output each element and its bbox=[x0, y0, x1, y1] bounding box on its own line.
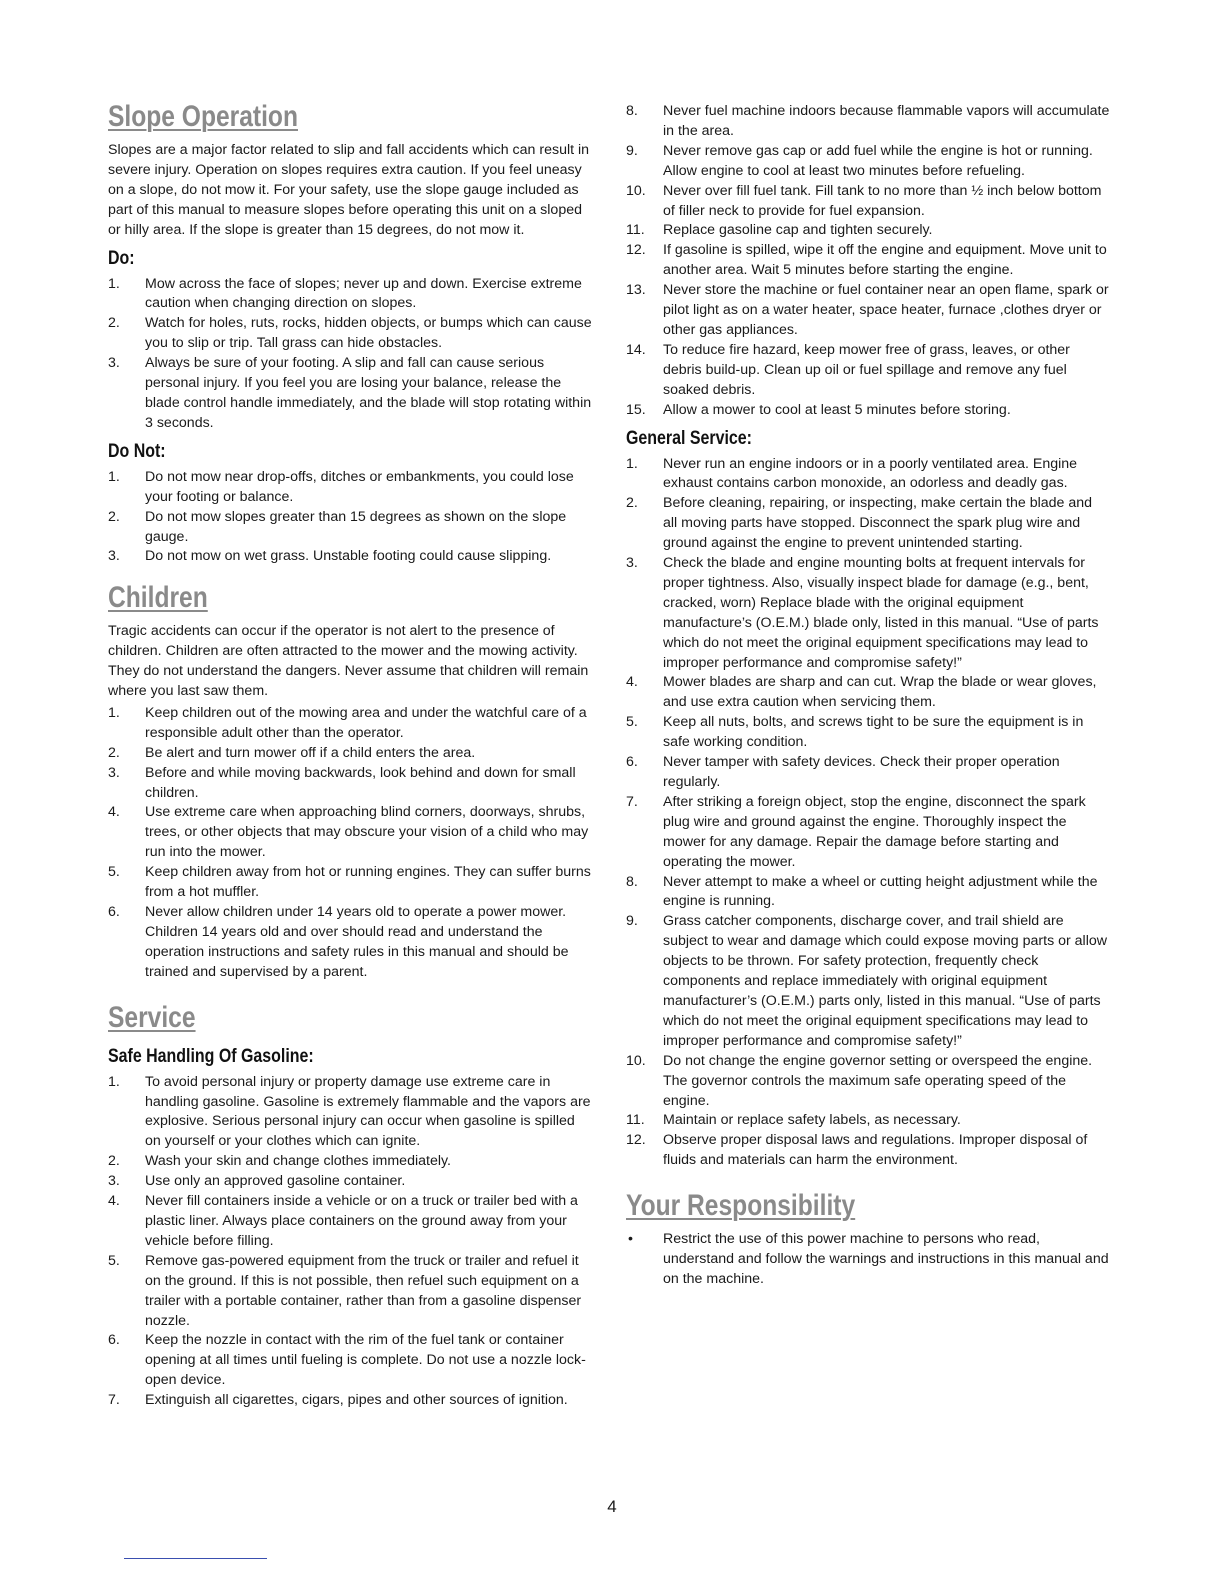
safe-handling-gasoline-heading: Safe Handling Of Gasoline: bbox=[108, 1045, 314, 1067]
list-item: 6. Keep the nozzle in contact with the rim of the fuel tank or container opening at all times until fueling is complete. Do not use a nozzle lock-open device. bbox=[108, 1332, 586, 1389]
list-item: 4. Mower blades are sharp and can cut. Wrap the blade or wear gloves, and use extra caution when servicing them. bbox=[626, 674, 1097, 711]
slope-operation-heading: Slope Operation bbox=[108, 100, 298, 133]
left-column bbox=[108, 96, 592, 1411]
list-item: • Restrict the use of this power machine to persons who read, understand and follow the warnings and instructions in this manual and on the machine. bbox=[628, 1231, 1109, 1287]
list-item: 8. Never attempt to make a wheel or cutting height adjustment while the engine is running. bbox=[626, 873, 1098, 910]
list-item: 9. Grass catcher components, discharge cover, and trail shield are subject to wear and damage which could expose moving parts or allow objects to be thrown. For safety protection, frequently check components and replace immediately with original equipment manufacturer’s (O.E.M.) parts only, listed in this manual. “Use of parts which do not meet the original equipment specifications may lead to improper performance and compromise safety!” bbox=[626, 913, 1107, 1049]
list-item: 11. Maintain or replace safety labels, as necessary. bbox=[626, 1112, 961, 1129]
gasoline-list-part-2 bbox=[626, 102, 1110, 421]
list-item: 8. Never fuel machine indoors because flammable vapors will accumulate in the area. bbox=[626, 103, 1110, 139]
list-item: 14. To reduce fire hazard, keep mower free of grass, leaves, or other debris build-up. Clean up oil or fuel spillage and remove any fuel soaked debris. bbox=[626, 341, 1070, 398]
right-column bbox=[626, 102, 1110, 1290]
do-not-list bbox=[108, 468, 592, 568]
list-item: 3. Before and while moving backwards, look behind and down for small children. bbox=[108, 764, 576, 801]
list-item: 1. Do not mow near drop-offs, ditches or embankments, you could lose your footing or balance. bbox=[108, 468, 574, 505]
responsibility-list bbox=[626, 1230, 1110, 1290]
list-item: 4. Never fill containers inside a vehicle or on a truck or trailer bed with a plastic liner. Always place containers on the ground away from your vehicle before filling. bbox=[108, 1193, 578, 1249]
list-item: 3. Check the blade and engine mounting bolts at frequent intervals for proper tightness. Also, visually inspect blade for damage (e.g., bent, cracked, worn) Replace blade with the original equipment manufacture’s (O.E.M.) blade only, listed in this manual. “Use of parts which do not meet the original equipment specifications may lead to improper performance and compromise safety!” bbox=[626, 555, 1099, 671]
list-item: 11. Replace gasoline cap and tighten securely. bbox=[626, 222, 933, 239]
slope-intro: Slopes are a major factor related to slip and fall accidents which can result in severe injury. Operation on slopes requires extra caution. If you feel uneasy on a slope, do not mow it. For your safety, use the slope gauge included as part of this manual to measure slopes before operating this unit on a sloped or hilly area. If the slope is greater than 15 degrees, do not mow it. bbox=[108, 142, 590, 238]
general-service-heading: General Service: bbox=[626, 427, 752, 449]
list-item: 1. Keep children out of the mowing area and under the watchful care of a responsible adult other than the operator. bbox=[108, 704, 587, 741]
list-item: 2. Do not mow slopes greater than 15 degrees as shown on the slope gauge. bbox=[108, 508, 567, 545]
list-item: 3. Use only an approved gasoline container. bbox=[108, 1173, 406, 1190]
list-item: 5. Keep children away from hot or running engines. They can suffer burns from a hot muffler. bbox=[108, 864, 591, 901]
list-item: 1. To avoid personal injury or property damage use extreme care in handling gasoline. Gasoline is extremely flammable and the vapors are explosive. Serious personal injury can occur when gasoline is spilled on yourself or your clothes which can ignite. bbox=[108, 1073, 591, 1150]
page-number: 4 bbox=[607, 1497, 617, 1516]
list-item: 3. Always be sure of your footing. A slip and fall can cause serious personal injury. If you feel you are losing your balance, release the blade control handle immediately, and the blade will stop rotating within 3 seconds. bbox=[108, 355, 592, 431]
do-list bbox=[108, 275, 592, 434]
your-responsibility-heading: Your Responsibility bbox=[626, 1189, 856, 1223]
list-item: 2. Watch for holes, ruts, rocks, hidden objects, or bumps which can cause you to slip or trip. Tall grass can hide obstacles. bbox=[108, 315, 592, 352]
list-item: 12. If gasoline is spilled, wipe it off the engine and equipment. Move unit to another area. Wait 5 minutes before starting the engine. bbox=[626, 242, 1107, 279]
service-heading: Service bbox=[108, 1000, 196, 1034]
list-item: 7. After striking a foreign object, stop the engine, disconnect the spark plug wire and ground against the engine. Thoroughly inspect the mower for any damage. Repair the damage before starting and operating the mower. bbox=[626, 793, 1086, 870]
list-item: 2. Before cleaning, repairing, or inspecting, make certain the blade and all moving parts have stopped. Disconnect the spark plug wire and ground against the engine to prevent unintended starting. bbox=[626, 495, 1093, 552]
children-intro: Tragic accidents can occur if the operator is not alert to the presence of children. Children are often attracted to the mower and the mowing activity. They do not understand the dangers. Never assume that children will remain where you last saw them. bbox=[108, 623, 589, 700]
do-not-heading: Do Not: bbox=[108, 440, 166, 462]
list-item: 13. Never store the machine or fuel container near an open flame, spark or pilot light as on a water heater, space heater, furnace ,clothes dryer or other gas appliances. bbox=[626, 282, 1109, 338]
gasoline-list-part-1 bbox=[108, 1073, 592, 1411]
list-item: 1. Mow across the face of slopes; never up and down. Exercise extreme caution when changing direction on slopes. bbox=[108, 275, 582, 312]
list-item: 4. Use extreme care when approaching blind corners, doorways, shrubs, trees, or other objects that may obscure your vision of a child who may run into the mower. bbox=[108, 804, 589, 861]
children-heading: Children bbox=[108, 581, 208, 615]
list-item: 6. Never tamper with safety devices. Check their proper operation regularly. bbox=[626, 754, 1060, 790]
list-item: 3. Do not mow on wet grass. Unstable footing could cause slipping. bbox=[108, 548, 552, 565]
list-item: 5. Remove gas-powered equipment from the truck or trailer and refuel it on the ground. If this is not possible, then refuel such equipment on a trailer with a portable container, rather than from a gasoline dispenser nozzle. bbox=[108, 1252, 582, 1329]
list-item: 12. Observe proper disposal laws and regulations. Improper disposal of fluids and materials can harm the environment. bbox=[626, 1132, 1088, 1169]
footer-rule bbox=[124, 1558, 267, 1559]
list-item: 5. Keep all nuts, bolts, and screws tight to be sure the equipment is in safe working condition. bbox=[626, 714, 1084, 751]
list-item: 10. Never over fill fuel tank. Fill tank to no more than ½ inch below bottom of filler neck to provide for fuel expansion. bbox=[626, 182, 1102, 219]
list-item: 1. Never run an engine indoors or in a poorly ventilated area. Engine exhaust contains carbon monoxide, an odorless and deadly gas. bbox=[626, 455, 1078, 492]
list-item: 2. Wash your skin and change clothes immediately. bbox=[108, 1153, 451, 1170]
list-item: 2. Be alert and turn mower off if a child enters the area. bbox=[108, 744, 476, 761]
list-item: 15. Allow a mower to cool at least 5 minutes before storing. bbox=[626, 401, 1011, 418]
children-list bbox=[108, 704, 592, 983]
general-service-list bbox=[626, 455, 1110, 1172]
list-item: 7. Extinguish all cigarettes, cigars, pipes and other sources of ignition. bbox=[108, 1392, 568, 1409]
list-item: 10. Do not change the engine governor setting or overspeed the engine. The governor controls the maximum safe operating speed of the engine. bbox=[626, 1052, 1093, 1109]
list-item: 6. Never allow children under 14 years old to operate a power mower. Children 14 years old and over should read and understand the operation instructions and safety rules in this manual and should be trained and supervised by a parent. bbox=[108, 904, 569, 980]
bullet-icon: • bbox=[628, 1231, 633, 1248]
list-item: 9. Never remove gas cap or add fuel while the engine is hot or running. Allow engine to cool at least two minutes before refueling. bbox=[626, 142, 1093, 179]
do-heading: Do: bbox=[108, 247, 135, 269]
